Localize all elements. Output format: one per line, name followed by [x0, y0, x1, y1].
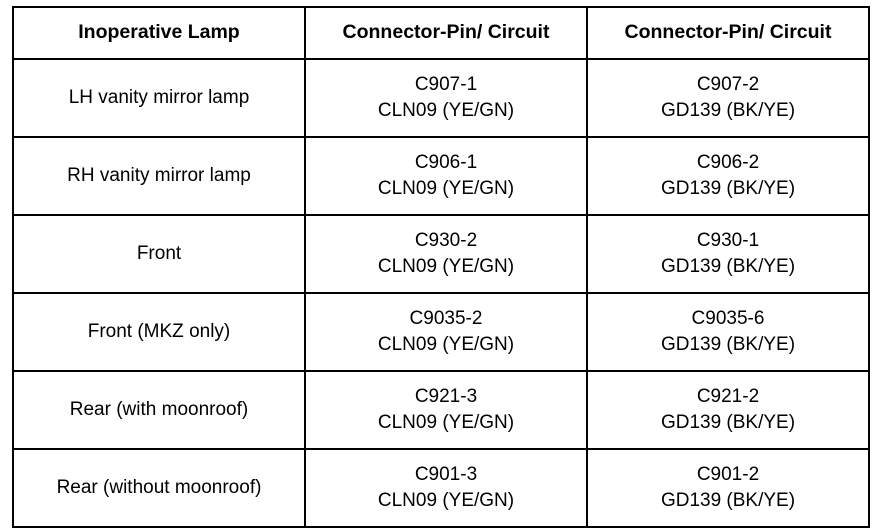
- connector-pin: C921-2: [696, 385, 760, 407]
- circuit-code: CLN09 (YE/GN): [377, 489, 515, 511]
- circuit-code: GD139 (BK/YE): [660, 489, 796, 511]
- cell-connector-2: [587, 293, 869, 371]
- circuit-code: GD139 (BK/YE): [660, 333, 796, 355]
- table-body: [13, 59, 869, 527]
- circuit-code: CLN09 (YE/GN): [377, 333, 515, 355]
- cell-inoperative-lamp: Rear (without moonroof): [13, 449, 305, 527]
- connector-pin: C901-3: [414, 463, 478, 485]
- circuit-code: CLN09 (YE/GN): [377, 177, 515, 199]
- inoperative-lamp-table: [12, 6, 870, 528]
- table-row: [13, 371, 869, 449]
- table-row: [13, 449, 869, 527]
- connector-pin: C901-2: [696, 463, 760, 485]
- connector-pin: C907-1: [414, 73, 478, 95]
- column-header-inoperative-lamp: Inoperative Lamp: [13, 7, 305, 59]
- column-header-connector-pin-circuit-2: Connector-Pin/ Circuit: [587, 7, 869, 59]
- cell-inoperative-lamp: Front (MKZ only): [13, 293, 305, 371]
- cell-inoperative-lamp: Rear (with moonroof): [13, 371, 305, 449]
- connector-pin: C930-1: [696, 229, 760, 251]
- connector-pin: C9035-6: [691, 307, 765, 329]
- cell-connector-1: [305, 449, 587, 527]
- column-header-connector-pin-circuit-1: Connector-Pin/ Circuit: [305, 7, 587, 59]
- table-row: [13, 293, 869, 371]
- cell-connector-2: [587, 449, 869, 527]
- table-header: [13, 7, 869, 59]
- cell-inoperative-lamp: LH vanity mirror lamp: [13, 59, 305, 137]
- circuit-code: CLN09 (YE/GN): [377, 99, 515, 121]
- cell-connector-1: [305, 59, 587, 137]
- circuit-code: GD139 (BK/YE): [660, 99, 796, 121]
- cell-connector-1: [305, 215, 587, 293]
- circuit-code: GD139 (BK/YE): [660, 255, 796, 277]
- connector-pin: C930-2: [414, 229, 478, 251]
- cell-connector-1: [305, 137, 587, 215]
- circuit-code: CLN09 (YE/GN): [377, 255, 515, 277]
- circuit-code: GD139 (BK/YE): [660, 177, 796, 199]
- cell-inoperative-lamp: Front: [13, 215, 305, 293]
- connector-pin: C921-3: [414, 385, 478, 407]
- table-row: [13, 137, 869, 215]
- connector-pin: C906-1: [414, 151, 478, 173]
- circuit-code: GD139 (BK/YE): [660, 411, 796, 433]
- cell-connector-2: [587, 371, 869, 449]
- cell-connector-2: [587, 137, 869, 215]
- connector-pin: C907-2: [696, 73, 760, 95]
- connector-pin: C9035-2: [409, 307, 483, 329]
- cell-connector-2: [587, 59, 869, 137]
- cell-connector-1: [305, 293, 587, 371]
- cell-inoperative-lamp: RH vanity mirror lamp: [13, 137, 305, 215]
- circuit-code: CLN09 (YE/GN): [377, 411, 515, 433]
- cell-connector-1: [305, 371, 587, 449]
- table-row: [13, 215, 869, 293]
- table-row: [13, 59, 869, 137]
- connector-pin: C906-2: [696, 151, 760, 173]
- table-header-row: [13, 7, 869, 59]
- cell-connector-2: [587, 215, 869, 293]
